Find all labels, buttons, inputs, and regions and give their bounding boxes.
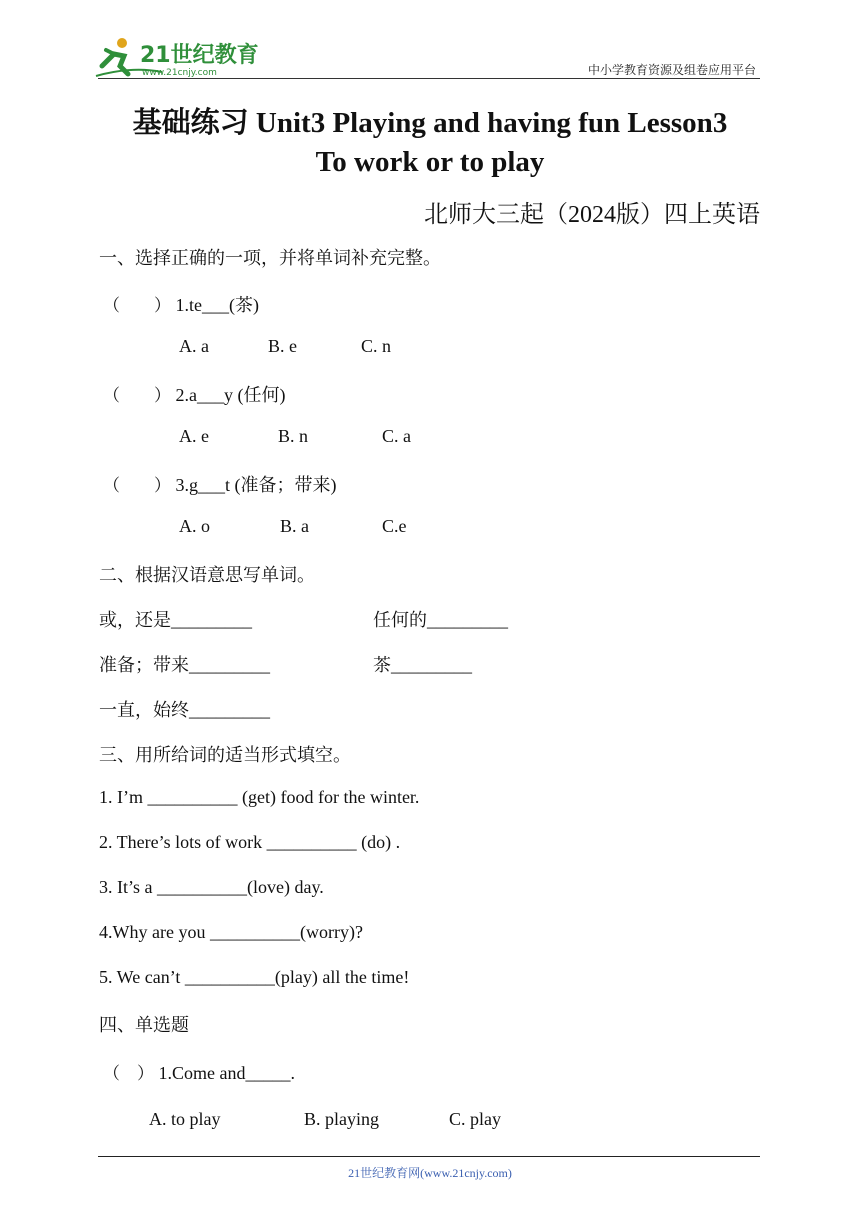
runner-logo-icon <box>92 36 262 80</box>
section4-heading: 四、单选题 <box>99 1015 189 1036</box>
question-stem: 1.te___(茶) <box>175 295 259 315</box>
option-b: B. a <box>280 516 309 536</box>
page-subtitle: 北师大三起（2024版）四上英语 <box>424 202 760 228</box>
option-c: C. play <box>449 1109 501 1129</box>
vocab-item: 一直，始终_________ <box>99 700 270 720</box>
fill-item: 2. There’s lots of work __________ (do) . <box>99 832 401 852</box>
answer-paren[interactable]: （ ） <box>103 1064 154 1084</box>
section1-heading: 一、选择正确的一项，并将单词补充完整。 <box>99 248 441 269</box>
option-c: C. a <box>382 426 411 446</box>
fill-item: 1. I’m __________ (get) food for the winter. <box>99 787 420 807</box>
vocab-item: 准备；带来_________ <box>99 655 270 675</box>
fill-item: 5. We can’t __________(play) all the time! <box>99 967 410 987</box>
question-row <box>103 1059 295 1084</box>
header-divider <box>98 78 760 79</box>
footer-divider <box>98 1156 760 1157</box>
question-row <box>103 471 337 497</box>
section2-heading: 二、根据汉语意思写单词。 <box>99 565 315 586</box>
answer-paren[interactable]: （ ） <box>103 476 171 496</box>
question-row <box>103 291 259 317</box>
option-b: B. playing <box>304 1109 379 1129</box>
logo-url: www.21cnjy.com <box>142 68 217 78</box>
question-stem: 2.a___y (任何) <box>175 385 286 405</box>
option-a: A. o <box>179 516 210 536</box>
section3-heading: 三、用所给词的适当形式填空。 <box>99 745 351 766</box>
fill-item: 4.Why are you __________(worry)? <box>99 922 363 942</box>
answer-paren[interactable]: （ ） <box>103 386 171 406</box>
logo <box>92 36 262 80</box>
fill-item: 3. It’s a __________(love) day. <box>99 877 324 897</box>
option-c: C.e <box>382 516 407 536</box>
vocab-item: 茶_________ <box>373 655 472 675</box>
option-a: A. a <box>179 336 209 356</box>
question-row <box>103 381 285 407</box>
question-stem: 3.g___t (准备；带来) <box>175 475 337 495</box>
header-platform-text: 中小学教育资源及组卷应用平台 <box>587 63 756 77</box>
option-a: A. to play <box>149 1109 221 1129</box>
option-a: A. e <box>179 426 209 446</box>
option-c: C. n <box>361 336 392 356</box>
logo-text: 21世纪教育 <box>140 43 259 68</box>
answer-paren[interactable]: （ ） <box>103 296 171 316</box>
vocab-item: 任何的_________ <box>373 610 508 630</box>
question-stem: 1.Come and_____. <box>158 1063 295 1083</box>
footer-link[interactable]: 21世纪教育网(www.21cnjy.com) <box>348 1166 512 1180</box>
page-title-line1: 基础练习 Unit3 Playing and having fun Lesson3 <box>132 107 728 139</box>
page-title-line2: To work or to play <box>315 146 545 178</box>
vocab-item: 或，还是_________ <box>99 610 252 630</box>
option-b: B. n <box>278 426 309 446</box>
option-b: B. e <box>268 336 297 356</box>
